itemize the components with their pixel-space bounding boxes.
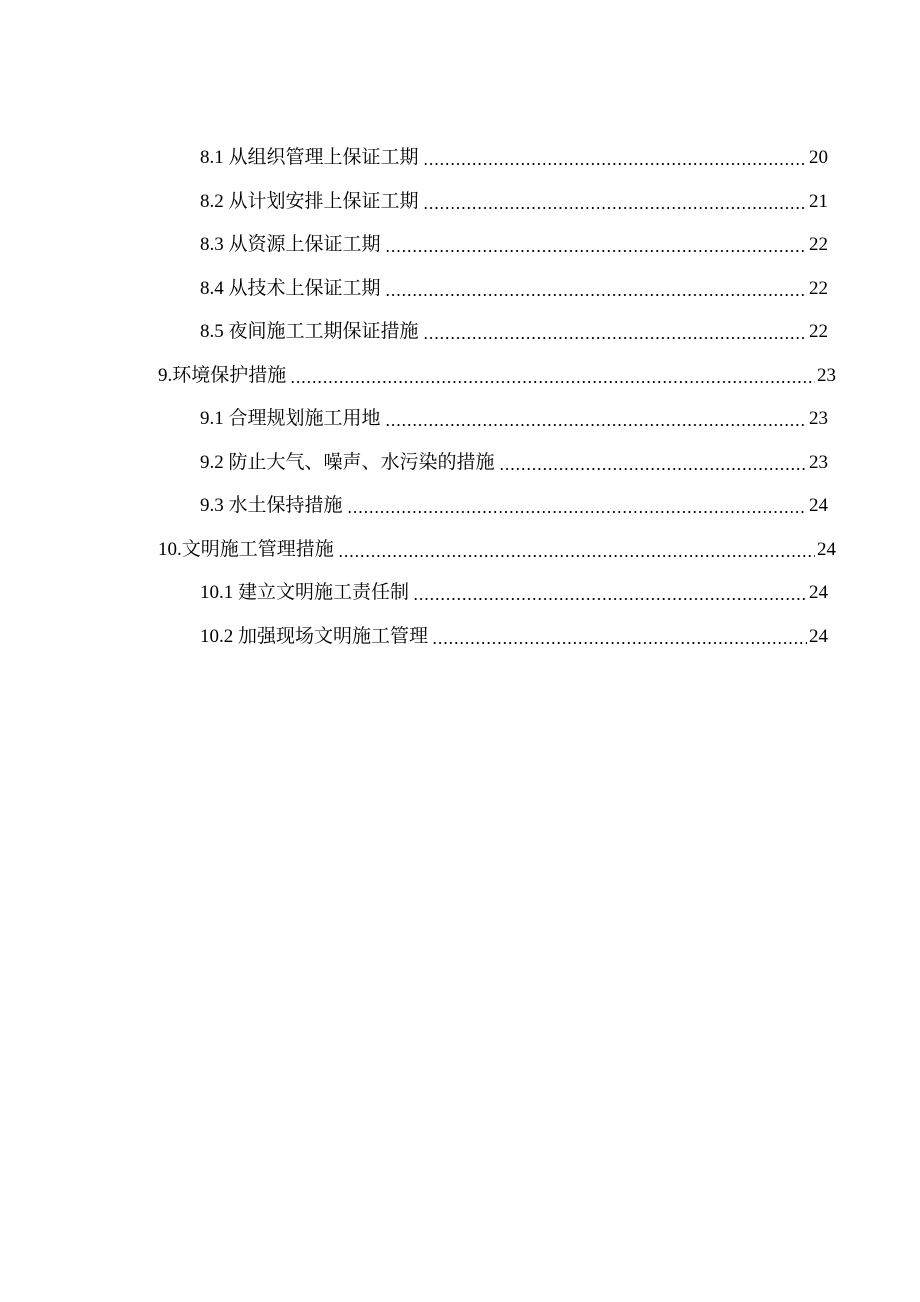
- toc-entry: [200, 397, 828, 441]
- toc-entry: [200, 136, 828, 180]
- toc-dot-leader: [423, 323, 807, 342]
- toc-entry-label: 8.1 从组织管理上保证工期: [200, 147, 419, 169]
- toc-dot-leader: [413, 584, 807, 603]
- toc-entry-label: 8.2 从计划安排上保证工期: [200, 190, 419, 212]
- toc-dot-leader: [347, 497, 807, 516]
- toc-entry-label: 8.3 从资源上保证工期: [200, 234, 381, 256]
- toc-page-number: 20: [809, 147, 828, 169]
- toc-dot-leader: [385, 410, 807, 429]
- toc-entry-label: 10.文明施工管理措施: [158, 538, 334, 560]
- toc-entry: [200, 615, 828, 659]
- toc-page-number: 21: [809, 190, 828, 212]
- toc-dot-leader: [423, 149, 807, 168]
- toc-page-number: 24: [809, 625, 828, 647]
- toc-entry-label: 10.1 建立文明施工责任制: [200, 582, 410, 604]
- toc-entry: [200, 484, 828, 528]
- toc-page-number: 23: [809, 408, 828, 430]
- toc-entry-label: 9.环境保护措施: [158, 364, 287, 386]
- toc-page-number: 24: [809, 582, 828, 604]
- toc-dot-leader: [290, 367, 815, 386]
- toc-dot-leader: [499, 454, 807, 473]
- toc-dot-leader: [338, 541, 815, 560]
- toc-entry: [200, 223, 828, 267]
- toc-dot-leader: [385, 236, 807, 255]
- toc-page-number: 23: [809, 451, 828, 473]
- toc-page-number: 23: [817, 364, 836, 386]
- toc-entry-label: 8.5 夜间施工工期保证措施: [200, 321, 419, 343]
- toc-page-number: 22: [809, 234, 828, 256]
- toc-dot-leader: [432, 628, 807, 647]
- toc-entry: [200, 571, 828, 615]
- toc-page-number: 24: [809, 495, 828, 517]
- toc-entry: [200, 180, 828, 224]
- toc-section-entry: [158, 528, 836, 572]
- toc-dot-leader: [385, 280, 807, 299]
- toc-entry: [200, 441, 828, 485]
- toc-entry-label: 9.2 防止大气、噪声、水污染的措施: [200, 451, 495, 473]
- toc-entry-label: 9.3 水土保持措施: [200, 495, 343, 517]
- toc-page-number: 24: [817, 538, 836, 560]
- toc-entry: [200, 310, 828, 354]
- table-of-contents: [0, 136, 920, 658]
- toc-page-number: 22: [809, 277, 828, 299]
- toc-entry-label: 10.2 加强现场文明施工管理: [200, 625, 429, 647]
- toc-entry-label: 8.4 从技术上保证工期: [200, 277, 381, 299]
- toc-page-number: 22: [809, 321, 828, 343]
- toc-entry-label: 9.1 合理规划施工用地: [200, 408, 381, 430]
- toc-section-entry: [158, 354, 836, 398]
- toc-entry: [200, 267, 828, 311]
- toc-dot-leader: [423, 193, 807, 212]
